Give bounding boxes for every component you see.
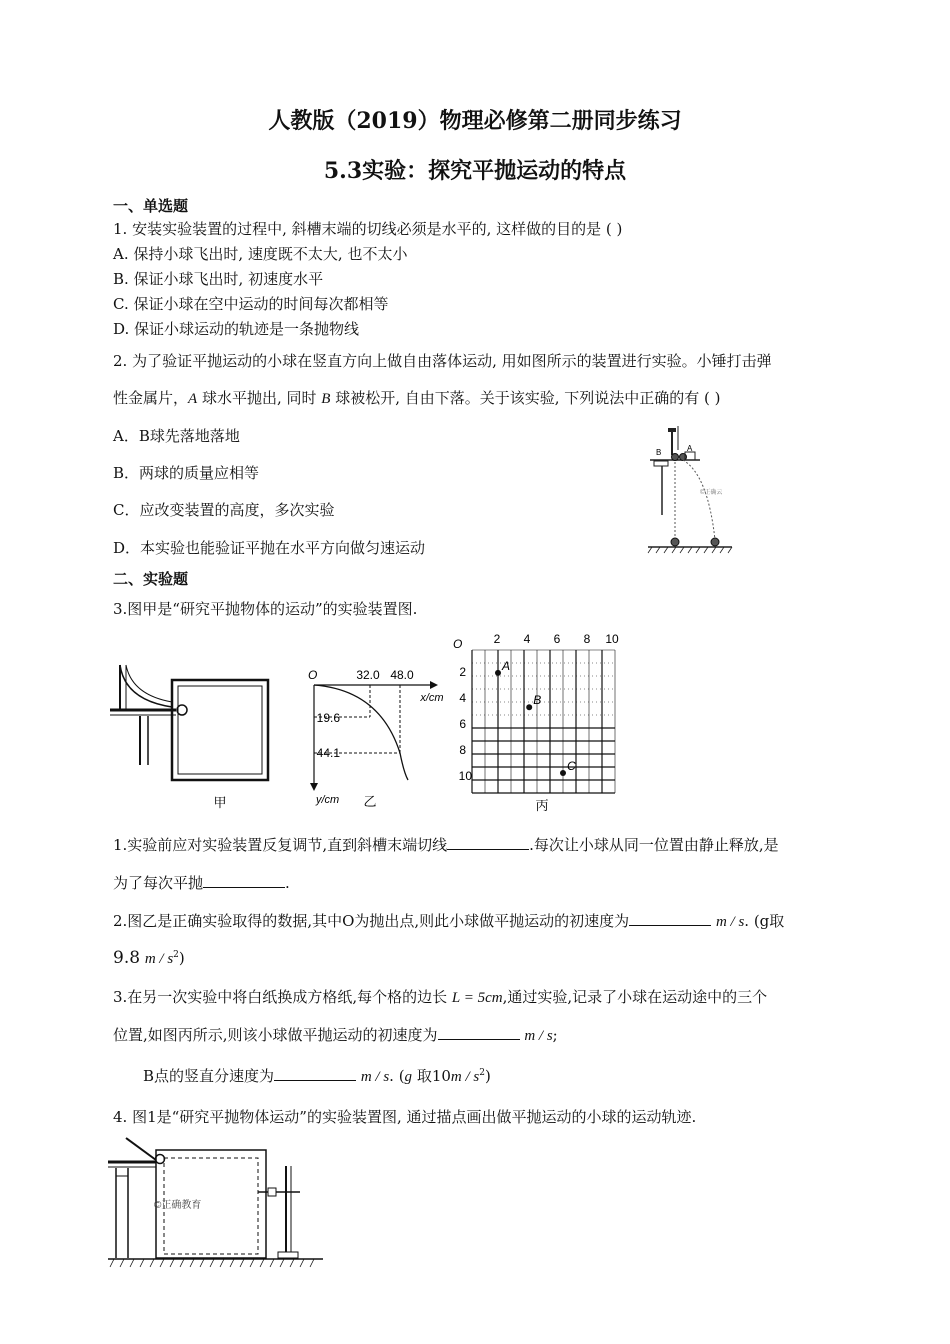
q4-intro: 4. 图1是“研究平抛物体运动”的实验装置图, 通过描点画出做平抛运动的小球的运动轨迹.: [113, 1108, 697, 1126]
q2-option-d: D．本实验也能验证平抛在水平方向做匀速运动: [113, 539, 426, 557]
q3-part2-line2: 9.8 m / $s^2$): [113, 948, 185, 968]
page-title: 人教版（2019）物理必修第二册同步练习: [268, 108, 682, 134]
svg-text:48.0: 48.0: [390, 668, 414, 682]
section-heading-experiment: 二、实验题: [113, 570, 189, 588]
answer-blank: [274, 1066, 356, 1081]
trajectory-point-label: C: [567, 758, 576, 773]
trajectory-point-label: B: [533, 693, 542, 708]
figure-yi-graph: [300, 665, 460, 810]
q2-stem-line1: 2. 为了验证平抛运动的小球在竖直方向上做自由落体运动, 用如图所示的装置进行实验。小锤打击弹: [113, 352, 772, 370]
q1-option-a: A. 保持小球飞出时, 速度既不太大, 也不太小: [113, 245, 408, 263]
svg-text:y/cm: y/cm: [316, 794, 340, 806]
svg-text:O: O: [453, 637, 463, 651]
svg-text:x/cm: x/cm: [420, 692, 444, 704]
trajectory-point-label: A: [502, 658, 511, 673]
bing-top-tick: 6: [553, 632, 561, 646]
bing-side-tick: 2: [459, 665, 466, 679]
bing-side-tick: 6: [459, 717, 466, 731]
figure-jia-apparatus: [110, 655, 285, 810]
answer-blank: [438, 1025, 520, 1040]
answer-blank: [447, 835, 529, 850]
svg-text:32.0: 32.0: [356, 668, 380, 682]
answer-blank: [629, 911, 711, 926]
page-subtitle: 5.3实验：探究平抛运动的特点: [323, 158, 627, 184]
trajectory-point: [560, 770, 566, 776]
section-heading-single-choice: 一、单选题: [113, 197, 189, 215]
q3-part1-line2: 为了每次平抛 .: [113, 874, 290, 892]
q3-part2-line1: 2.图乙是正确实验取得的数据,其中O为抛出点,则此小球做平抛运动的初速度为 m / s. (g取: [113, 912, 785, 930]
q4-figure-1: [108, 1132, 328, 1272]
bing-side-tick: 8: [459, 743, 466, 757]
svg-text:O: O: [308, 668, 318, 682]
q3-intro: 3.图甲是“研究平抛物体的运动”的实验装置图.: [113, 600, 418, 618]
svg-text:乙: 乙: [363, 794, 377, 809]
q3-part3-line2: 位置,如图丙所示,则该小球做平抛运动的初速度为 m / s;: [113, 1026, 558, 1044]
q2-option-a: A．B球先落地落地: [113, 427, 240, 445]
bing-side-tick: 10: [458, 769, 472, 783]
svg-text:A: A: [687, 444, 693, 453]
bing-top-tick: 8: [583, 632, 591, 646]
svg-text:44.1: 44.1: [316, 746, 340, 760]
bing-top-tick: 4: [523, 632, 531, 646]
trajectory-point: [526, 704, 532, 710]
svg-text:甲: 甲: [213, 795, 227, 810]
q3-part4-line: B点的竖直分速度为 m / s. (g 取$10m / s^2$): [143, 1067, 491, 1085]
answer-blank: [203, 873, 285, 888]
figure-bing-grid: [450, 630, 630, 812]
svg-text:©正确云: ©正确云: [700, 490, 723, 496]
svg-text:丙: 丙: [535, 798, 549, 812]
bing-top-tick: 2: [493, 632, 501, 646]
svg-text:©正确教育: ©正确教育: [154, 1200, 202, 1211]
trajectory-point: [495, 670, 501, 676]
bing-side-tick: 4: [459, 691, 466, 705]
q1-stem: 1. 安装实验装置的过程中, 斜槽末端的切线必须是水平的, 这样做的目的是 ( ): [113, 220, 623, 238]
q2-stem-line2: 性金属片，A 球水平抛出, 同时 B 球被松开, 自由下落。关于该实验, 下列说法中正确的有 ( ): [113, 389, 721, 407]
q2-option-c: C．应改变装置的高度，多次实验: [113, 501, 335, 519]
q2-option-b: B．两球的质量应相等: [113, 464, 260, 482]
q3-part1-line1: 1.实验前应对实验装置反复调节,直到斜槽末端切线 .每次让小球从同一位置由静止释放,是: [113, 836, 779, 854]
svg-text:B: B: [656, 448, 662, 457]
svg-text:19.6: 19.6: [316, 711, 340, 725]
q1-option-b: B. 保证小球飞出时, 初速度水平: [113, 270, 324, 288]
q1-option-d: D. 保证小球运动的轨迹是一条抛物线: [113, 320, 360, 338]
q3-part3-line1: 3.在另一次实验中将白纸换成方格纸,每个格的边长 L = 5cm,通过实验,记录了小球在运动途中的三个: [113, 988, 768, 1006]
q1-option-c: C. 保证小球在空中运动的时间每次都相等: [113, 295, 389, 313]
bing-top-tick: 10: [605, 632, 619, 646]
q2-apparatus-figure: [640, 420, 740, 555]
